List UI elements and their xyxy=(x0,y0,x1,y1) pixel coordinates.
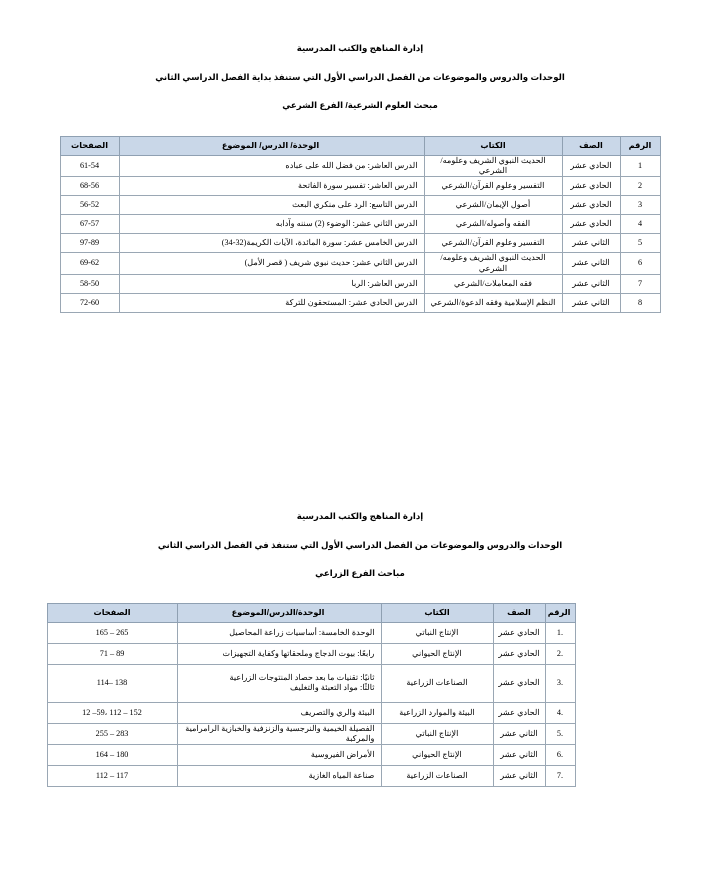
cell-pages: 97-89 xyxy=(60,234,119,253)
table-row xyxy=(60,253,660,275)
cell-book: الإنتاج الحيواني xyxy=(381,643,493,664)
col-header-topic: الوحدة/ الدرس/ الموضوع xyxy=(119,136,424,155)
table-row xyxy=(47,664,575,702)
cell-pages: 138 –114 xyxy=(47,664,177,702)
cell-topic-line-1: ثانيًا: تقنيات ما بعد حصاد المنتوجات الزراعية xyxy=(229,673,375,683)
col-header-number: الرقم xyxy=(620,136,660,155)
cell-pages: 89 – 71 xyxy=(47,643,177,664)
col-header-grade: الصف xyxy=(562,136,620,155)
table-row xyxy=(60,155,660,177)
cell-pages: 61-54 xyxy=(60,155,119,177)
cell-grade: الثاني عشر xyxy=(562,274,620,293)
cell-number: .1 xyxy=(545,622,575,643)
cell-topic: صناعة المياه الغازية xyxy=(177,766,381,787)
cell-book: الحديث النبوي الشريف وعلومه/الشرعي xyxy=(424,253,562,275)
col-header-pages: الصفحات xyxy=(60,136,119,155)
cell-number: .2 xyxy=(545,643,575,664)
col-header-number: الرقم xyxy=(545,603,575,622)
cell-number: 4 xyxy=(620,215,660,234)
cell-book: النظم الإسلامية وفقه الدعوة/الشرعي xyxy=(424,293,562,312)
section-sharia xyxy=(0,44,720,313)
cell-book: الحديث النبوي الشريف وعلومه/الشرعي xyxy=(424,155,562,177)
col-header-topic: الوحدة/الدرس/الموضوع xyxy=(177,603,381,622)
cell-book: أصول الإيمان/الشرعي xyxy=(424,196,562,215)
cell-pages: 283 – 255 xyxy=(47,723,177,745)
cell-pages: 152 – 112 ،59– 12 xyxy=(47,702,177,723)
cell-topic: الوحدة الخامسة: أساسيات زراعة المحاصيل xyxy=(177,622,381,643)
cell-number: .3 xyxy=(545,664,575,702)
table-header-row xyxy=(60,136,660,155)
cell-topic: الدرس الخامس عشر: سورة المائدة، الآيات الكريمة(32-34) xyxy=(119,234,424,253)
cell-topic-line-2: ثالثًا: مواد التعبئة والتغليف xyxy=(289,683,375,693)
sharia-table-wrapper xyxy=(0,136,720,313)
cell-topic xyxy=(177,664,381,702)
table-row xyxy=(60,293,660,312)
cell-book: البيئة والموارد الزراعية xyxy=(381,702,493,723)
cell-grade: الثاني عشر xyxy=(493,723,545,745)
cell-topic: الدرس العاشر: الربا xyxy=(119,274,424,293)
table-row xyxy=(47,622,575,643)
table-row xyxy=(47,723,575,745)
table-row xyxy=(60,196,660,215)
cell-topic: الأمراض الفيروسية xyxy=(177,745,381,766)
section-sharia-headings xyxy=(0,44,720,110)
cell-number: 2 xyxy=(620,177,660,196)
cell-grade: الحادي عشر xyxy=(562,155,620,177)
table-row xyxy=(47,643,575,664)
section-branch-title: مبحث العلوم الشرعية/ الفرع الشرعي xyxy=(282,100,438,111)
cell-book: التفسير وعلوم القرآن/الشرعي xyxy=(424,177,562,196)
table-row xyxy=(60,234,660,253)
cell-book: الصناعات الزراعية xyxy=(381,664,493,702)
cell-number: .5 xyxy=(545,723,575,745)
cell-book: الإنتاج النباتي xyxy=(381,723,493,745)
table-row xyxy=(47,702,575,723)
cell-grade: الثاني عشر xyxy=(562,293,620,312)
agricultural-schedule-table xyxy=(47,603,576,788)
section-branch-title: مباحث الفرع الزراعي xyxy=(315,568,405,579)
cell-topic: الدرس العاشر: تفسير سورة الفاتحة xyxy=(119,177,424,196)
sharia-schedule-table xyxy=(60,136,661,313)
cell-number: .6 xyxy=(545,745,575,766)
cell-pages: 72-60 xyxy=(60,293,119,312)
cell-topic: الفصيلة الخيمية والنرجسية والزنزفية والخبازية الرامرامية والمركبة xyxy=(177,723,381,745)
table-header-row xyxy=(47,603,575,622)
cell-topic: الدرس الثاني عشر: الوضوء (2) سننه وآدابه xyxy=(119,215,424,234)
cell-number: 8 xyxy=(620,293,660,312)
cell-grade: الثاني عشر xyxy=(562,234,620,253)
cell-grade: الحادي عشر xyxy=(493,622,545,643)
cell-pages: 68-56 xyxy=(60,177,119,196)
table-row xyxy=(47,766,575,787)
cell-grade: الحادي عشر xyxy=(493,702,545,723)
cell-grade: الحادي عشر xyxy=(562,196,620,215)
cell-pages: 69-62 xyxy=(60,253,119,275)
cell-number: .7 xyxy=(545,766,575,787)
cell-grade: الحادي عشر xyxy=(562,215,620,234)
cell-book: التفسير وعلوم القرآن/الشرعي xyxy=(424,234,562,253)
cell-pages: 180 – 164 xyxy=(47,745,177,766)
cell-book: الصناعات الزراعية xyxy=(381,766,493,787)
department-title: إدارة المناهج والكتب المدرسية xyxy=(296,511,424,521)
cell-topic: رابعًا: بيوت الدجاج وملحقاتها وكفاية التجهيزات xyxy=(177,643,381,664)
sharia-table-body xyxy=(60,155,660,312)
cell-topic: البيئة والري والتصريف xyxy=(177,702,381,723)
cell-topic: الدرس التاسع: الرد على منكري البعث xyxy=(119,196,424,215)
cell-number: 3 xyxy=(620,196,660,215)
department-title: إدارة المناهج والكتب المدرسية xyxy=(296,43,424,53)
section-subtitle: الوحدات والدروس والموضوعات من الفصل الدراسي الأول التي ستنفذ بداية الفصل الدراسي الثاني xyxy=(155,71,565,82)
col-header-book: الكتاب xyxy=(381,603,493,622)
cell-grade: الحادي عشر xyxy=(493,664,545,702)
cell-book: الإنتاج النباتي xyxy=(381,622,493,643)
col-header-book: الكتاب xyxy=(424,136,562,155)
cell-grade: الثاني عشر xyxy=(493,745,545,766)
cell-number: 6 xyxy=(620,253,660,275)
cell-book: فقه المعاملات/الشرعي xyxy=(424,274,562,293)
table-row xyxy=(60,177,660,196)
section-agricultural-headings xyxy=(0,512,720,578)
section-subtitle: الوحدات والدروس والموضوعات من الفصل الدراسي الأول التي ستنفذ في الفصل الدراسي الثاني xyxy=(157,539,563,550)
table-row xyxy=(47,745,575,766)
col-header-grade: الصف xyxy=(493,603,545,622)
cell-grade: الحادي عشر xyxy=(562,177,620,196)
cell-pages: 265 – 165 xyxy=(47,622,177,643)
table-row xyxy=(60,274,660,293)
cell-number: 1 xyxy=(620,155,660,177)
section-agricultural xyxy=(0,512,720,787)
agricultural-table-wrapper xyxy=(0,603,720,788)
cell-book: الإنتاج الحيواني xyxy=(381,745,493,766)
cell-number: .4 xyxy=(545,702,575,723)
cell-grade: الحادي عشر xyxy=(493,643,545,664)
cell-pages: 67-57 xyxy=(60,215,119,234)
cell-pages: 58-50 xyxy=(60,274,119,293)
col-header-pages: الصفحات xyxy=(47,603,177,622)
cell-topic: الدرس الثاني عشر: حديث نبوي شريف ( قصر الأمل) xyxy=(119,253,424,275)
cell-pages: 56-52 xyxy=(60,196,119,215)
cell-number: 5 xyxy=(620,234,660,253)
agricultural-table-body xyxy=(47,622,575,787)
cell-topic: الدرس الحادي عشر: المستحقون للتركة xyxy=(119,293,424,312)
cell-grade: الثاني عشر xyxy=(493,766,545,787)
table-row xyxy=(60,215,660,234)
cell-book: الفقه وأصوله/الشرعي xyxy=(424,215,562,234)
cell-topic: الدرس العاشر: من فضل الله على عباده xyxy=(119,155,424,177)
cell-number: 7 xyxy=(620,274,660,293)
cell-pages: 117 – 112 xyxy=(47,766,177,787)
cell-grade: الثاني عشر xyxy=(562,253,620,275)
